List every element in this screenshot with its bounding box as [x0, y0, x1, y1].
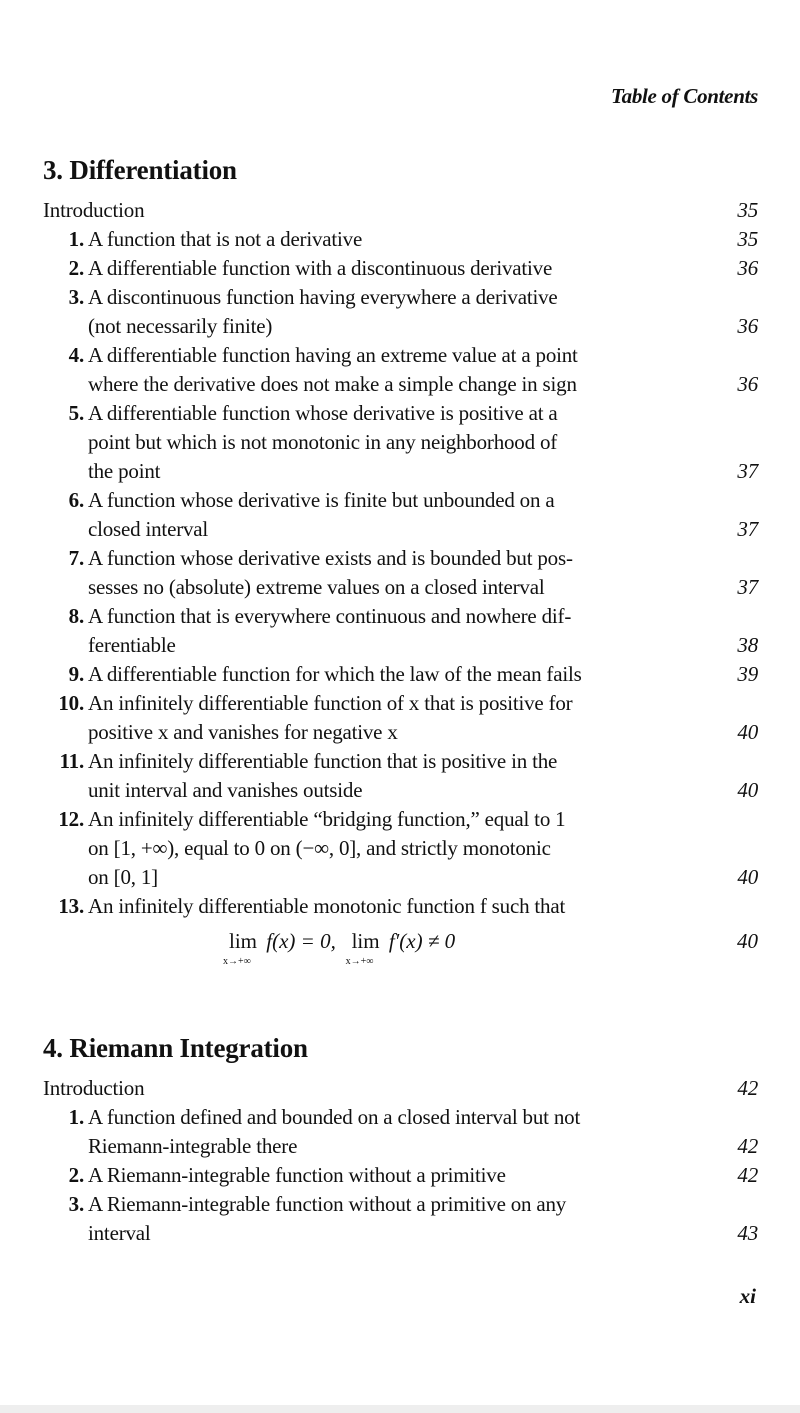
- entry-line: where the derivative does not make a simple change in sign: [88, 372, 577, 396]
- limit-formula: [223, 929, 456, 967]
- toc-entry: [43, 689, 758, 747]
- toc-entry: [43, 486, 758, 544]
- chapter-3: [43, 155, 758, 981]
- entry-line: A differentiable function for which the law of the mean fails: [88, 662, 582, 686]
- entry-title: [88, 602, 700, 660]
- entry-line: interval: [88, 1221, 151, 1245]
- entry-title: [88, 225, 700, 254]
- entry-title: [88, 486, 700, 544]
- chapter-title: 3. Differentiation: [43, 155, 237, 185]
- entry-line: A Riemann-integrable function without a primitive on any: [88, 1192, 567, 1216]
- entry-line: unit interval and vanishes outside: [88, 778, 363, 802]
- toc-entry: [43, 602, 758, 660]
- toc-entry: [43, 660, 758, 689]
- lim-subscript-1: x→+∞: [223, 956, 251, 967]
- entry-number: 1.: [68, 227, 84, 251]
- page-number: 37: [737, 575, 758, 599]
- lim-operator-2: lim x→+∞: [345, 929, 380, 967]
- toc-entry: [43, 341, 758, 399]
- toc-entry: [43, 747, 758, 805]
- entry-line: A function defined and bounded on a closed interval but not: [88, 1105, 581, 1129]
- page-number: 37: [737, 459, 758, 483]
- formula-part-1: f(x) = 0,: [266, 929, 336, 953]
- entry-number: 2.: [68, 256, 84, 280]
- entry-number: 3.: [68, 1192, 84, 1216]
- toc-entry: [43, 1190, 758, 1248]
- page-number: 36: [737, 256, 758, 280]
- entry-line: A discontinuous function having everywhere a derivative: [88, 285, 558, 309]
- entry-line: the point: [88, 459, 161, 483]
- entry-number: 5.: [68, 401, 84, 425]
- entry-line: A differentiable function whose derivative is positive at a: [88, 401, 558, 425]
- toc-entry: [43, 254, 758, 283]
- page-number: 38: [737, 633, 758, 657]
- entry-line: Riemann-integrable there: [88, 1134, 298, 1158]
- page-number: 36: [737, 314, 758, 338]
- toc-entry: [43, 225, 758, 254]
- entry-title: [88, 1190, 700, 1248]
- toc-entry: [43, 283, 758, 341]
- entry-line: point but which is not monotonic in any neighborhood of: [88, 430, 558, 454]
- page-number: 42: [737, 1134, 758, 1158]
- entry-line: A function that is everywhere continuous and nowhere dif-: [88, 604, 572, 628]
- toc-entry: [43, 805, 758, 892]
- intro-label: Introduction: [43, 198, 145, 222]
- entry-title: [88, 544, 700, 602]
- entry-title: [88, 1103, 700, 1161]
- entry-title: [88, 660, 700, 689]
- entry-line: An infinitely differentiable function of x that is positive for: [88, 691, 573, 715]
- entry-line: (not necessarily finite): [88, 314, 273, 338]
- entry-title: [88, 254, 700, 283]
- page-number: 35: [737, 227, 758, 251]
- entry-number: 2.: [68, 1163, 84, 1187]
- entry-line: An infinitely differentiable function that is positive in the: [88, 749, 558, 773]
- toc-entries: [43, 225, 758, 921]
- entry-title: [88, 399, 700, 486]
- entry-line: A differentiable function having an extreme value at a point: [88, 343, 578, 367]
- formula-part-2: f′(x) ≠ 0: [388, 929, 456, 953]
- intro-label: Introduction: [43, 1076, 145, 1100]
- toc-entry: [43, 399, 758, 486]
- entry-title: [88, 747, 700, 805]
- page-number: 36: [737, 372, 758, 396]
- entry-line: positive x and vanishes for negative x: [88, 720, 398, 744]
- page-number: 42: [737, 1076, 758, 1100]
- entry-title: [88, 283, 700, 341]
- running-head: Table of Contents: [611, 84, 758, 108]
- toc-intro: [43, 196, 758, 225]
- toc-entry: [43, 892, 758, 921]
- page-number: 40: [737, 720, 758, 744]
- entry-line: An infinitely differentiable “bridging function,” equal to 1: [88, 807, 566, 831]
- toc-entries: [43, 1103, 758, 1248]
- entry-number: 4.: [68, 343, 84, 367]
- entry-line: A function whose derivative exists and is bounded but pos-: [88, 546, 573, 570]
- entry-number: 12.: [58, 807, 84, 831]
- page-number: 42: [737, 1163, 758, 1187]
- entry-line: A differentiable function with a discontinuous derivative: [88, 256, 553, 280]
- entry-line: A function whose derivative is finite but unbounded on a: [88, 488, 555, 512]
- bottom-margin: [0, 1405, 800, 1413]
- entry-line: sesses no (absolute) extreme values on a closed interval: [88, 575, 545, 599]
- entry-title: [88, 341, 700, 399]
- toc-entry: [43, 1103, 758, 1161]
- entry-line: ferentiable: [88, 633, 176, 657]
- entry-number: 10.: [58, 691, 84, 715]
- entry-number: 3.: [68, 285, 84, 309]
- page-number: 40: [737, 778, 758, 802]
- entry-number: 9.: [68, 662, 84, 686]
- entry-number: 13.: [58, 894, 84, 918]
- toc-intro: [43, 1074, 758, 1103]
- entry-title: [88, 892, 700, 921]
- entry-title: [88, 805, 700, 892]
- entry-title: [88, 1161, 700, 1190]
- page-number: 40: [737, 929, 758, 953]
- entry-number: 8.: [68, 604, 84, 628]
- entry-line: A function that is not a derivative: [88, 227, 363, 251]
- entry-title: [88, 689, 700, 747]
- toc-entry: [43, 1161, 758, 1190]
- page-number: 35: [737, 198, 758, 222]
- entry-line: on [1, +∞), equal to 0 on (−∞, 0], and strictly monotonic: [88, 836, 551, 860]
- entry-line: on [0, 1]: [88, 865, 158, 889]
- page-folio: xi: [739, 1284, 756, 1308]
- chapter-4: [43, 1033, 758, 1248]
- entry-line: An infinitely differentiable monotonic function f such that: [88, 894, 566, 918]
- entry-number: 1.: [68, 1105, 84, 1129]
- formula-line: [43, 921, 758, 981]
- lim-operator-1: lim x→+∞: [223, 929, 258, 967]
- page-number: 40: [737, 865, 758, 889]
- entry-number: 11.: [59, 749, 84, 773]
- page-number: 39: [737, 662, 758, 686]
- lim-subscript-2: x→+∞: [345, 956, 374, 967]
- chapter-title: 4. Riemann Integration: [43, 1033, 308, 1063]
- entry-number: 7.: [68, 546, 84, 570]
- page-number: 37: [737, 517, 758, 541]
- entry-number: 6.: [68, 488, 84, 512]
- entry-line: A Riemann-integrable function without a primitive: [88, 1163, 506, 1187]
- entry-line: closed interval: [88, 517, 209, 541]
- toc-entry: [43, 544, 758, 602]
- page-number: 43: [737, 1221, 758, 1245]
